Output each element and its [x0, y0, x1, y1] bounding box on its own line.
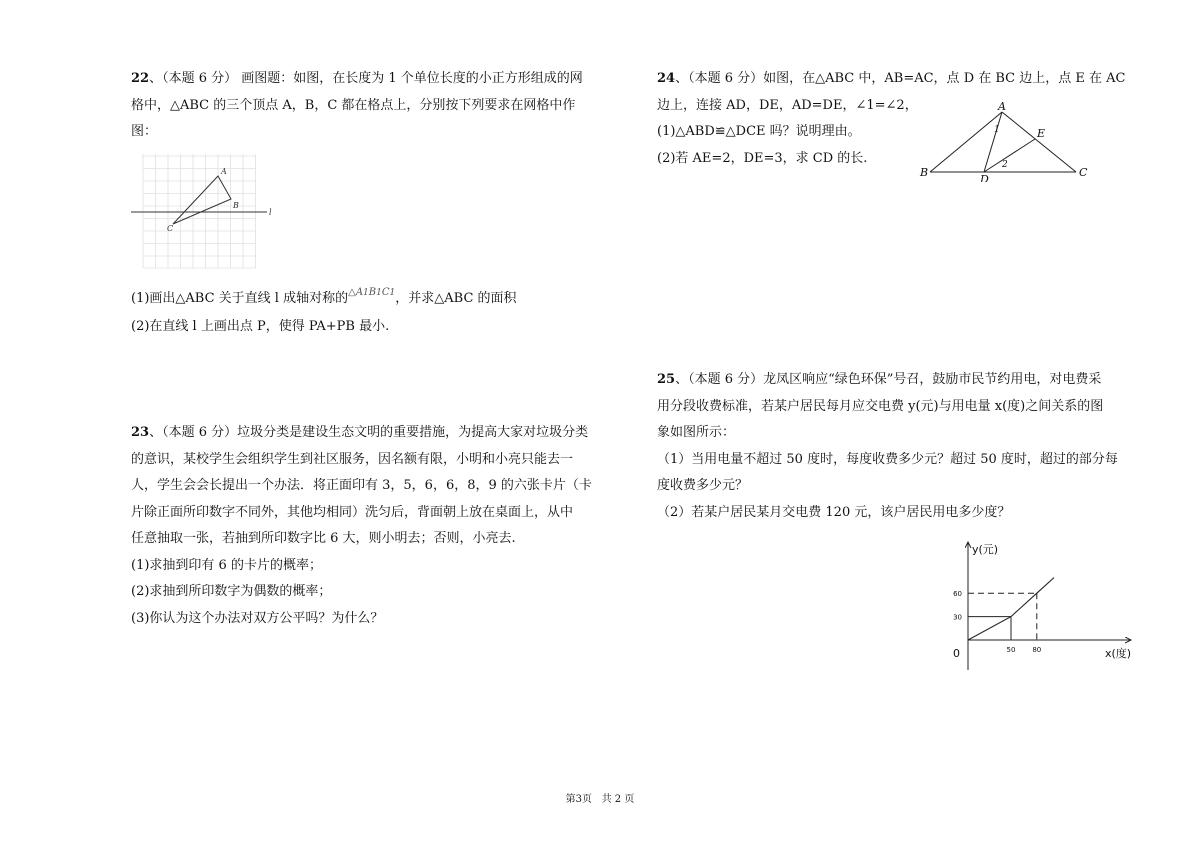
footer-total-pages: 共 2 页 — [601, 794, 635, 805]
page-footer — [0, 790, 1200, 805]
q22-line-1: 22、（本题 6 分） 画图题：如图，在长度为 1 个单位长度的小正方形组成的网 — [131, 71, 583, 86]
q22-label-c: C — [167, 224, 174, 233]
q22-line-2: 格中，△ABC 的三个顶点 A，B，C 都在格点上，分别按下列要求在网格中作 — [131, 97, 576, 113]
q24-label-b: B — [920, 166, 929, 179]
q22-grid-figure — [131, 152, 281, 270]
q22-triangle-abc — [173, 176, 231, 224]
q25-guide-lines — [968, 593, 1037, 640]
q23-part-2: (2)求抽到所印数字为偶数的概率； — [131, 584, 332, 599]
q22-a1b1c1: △A1B1C1 — [348, 287, 396, 298]
q25-y-tick-60: 60 — [953, 590, 962, 599]
q24-line-1: 24、（本题 6 分）如图，在△ABC 中，AB=AC，点 D 在 BC 边上，点 E 在 AC — [657, 71, 1126, 86]
q25-x-tick-80: 80 — [1032, 646, 1042, 654]
q24-part-1: (1)△ABD≌△DCE 吗？说明理由。 — [657, 124, 861, 139]
q24-label-angle-2: 2 — [1002, 160, 1008, 170]
q25-x-tick-50: 50 — [1006, 646, 1016, 654]
footer-page-number: 第3页 — [565, 794, 593, 805]
q23-part-3: (3)你认为这个办法对双方公平吗？为什么？ — [131, 610, 384, 626]
q25-line-1: 25、（本题 6 分）龙凤区响应“绿色环保”号召，鼓励市民节约用电，对电费采 — [657, 372, 1102, 387]
q23-line-2: 的意识，某校学生会组织学生到社区服务，因名额有限，小明和小亮只能去一 — [131, 451, 574, 467]
q25-line-3: 象如图所示： — [657, 425, 736, 440]
q25-y-tick-30: 30 — [953, 613, 962, 622]
q22-part-2: (2)在直线 l 上画出点 P，使得 PA+PB 最小. — [131, 318, 390, 334]
q24-label-d: D — [980, 173, 989, 182]
q24-line-2: 边上，连接 AD，DE，AD=DE，∠1=∠2， — [657, 97, 918, 113]
q24-label-a: A — [998, 100, 1006, 113]
q24-triangle-figure — [918, 100, 1093, 182]
q25-origin-label: 0 — [953, 647, 960, 660]
q25-line-2: 用分段收费标准，若某户居民每月应交电费 y(元)与用电量 x(度)之间关系的图 — [657, 398, 1104, 414]
q25-y-axis-label: y(元) — [972, 543, 999, 556]
q23-line-4: 片除正面所印数字不同外，其他均相同）洗匀后，背面朝上放在桌面上，从中 — [131, 504, 574, 520]
q22-label-a: A — [221, 167, 227, 176]
q22-label-l: l — [269, 208, 272, 217]
q23-line-1: 23、（本题 6 分）垃圾分类是建设生态文明的重要措施，为提高大家对垃圾分类 — [131, 425, 589, 440]
q22-number: 22 — [131, 71, 150, 86]
q22-grid — [143, 154, 256, 268]
q23-line-3: 人，学生会会长提出一个办法．将正面印有 3，5，6，6，8，9 的六张卡片（卡 — [131, 478, 592, 493]
q24-number: 24 — [657, 71, 676, 86]
q24-label-c: C — [1079, 166, 1088, 179]
q25-part-1a: （1）当用电量不超过 50 度时，每度收费多少元？超过 50 度时，超过的部分每 — [657, 451, 1118, 467]
q22-part-1: (1)画出△ABC 关于直线 l 成轴对称的$^{\triangle A1B1C1}$，并求△ABC 的面积 — [131, 287, 517, 306]
q23-block — [131, 420, 621, 632]
q25-number: 25 — [657, 372, 676, 387]
q25-part-1b: 度收费多少元？ — [657, 478, 749, 493]
q22-parts — [131, 286, 621, 340]
left-column — [131, 66, 621, 146]
q24-part-2: (2)若 AE=2，DE=3，求 CD 的长. — [657, 150, 868, 166]
q23-line-5: 任意抽取一张，若抽到所印数字比 6 大，则小明去；否则，小亮去. — [131, 531, 516, 546]
q25-x-axis-label: x(度) — [1105, 647, 1132, 660]
q23-number: 23 — [131, 425, 150, 440]
q25-block — [657, 367, 1157, 526]
q23-part-1: (1)求抽到印有 6 的卡片的概率； — [131, 557, 322, 573]
q25-part-2: （2）若某户居民某月交电费 120 元，该户居民用电多少度？ — [657, 504, 1011, 520]
q24-label-angle-1: 1 — [994, 125, 1000, 135]
q25-chart — [935, 536, 1150, 676]
q22-line-3: 图： — [131, 124, 158, 139]
q24-label-e: E — [1037, 127, 1046, 140]
q22-label-b: B — [233, 201, 239, 210]
